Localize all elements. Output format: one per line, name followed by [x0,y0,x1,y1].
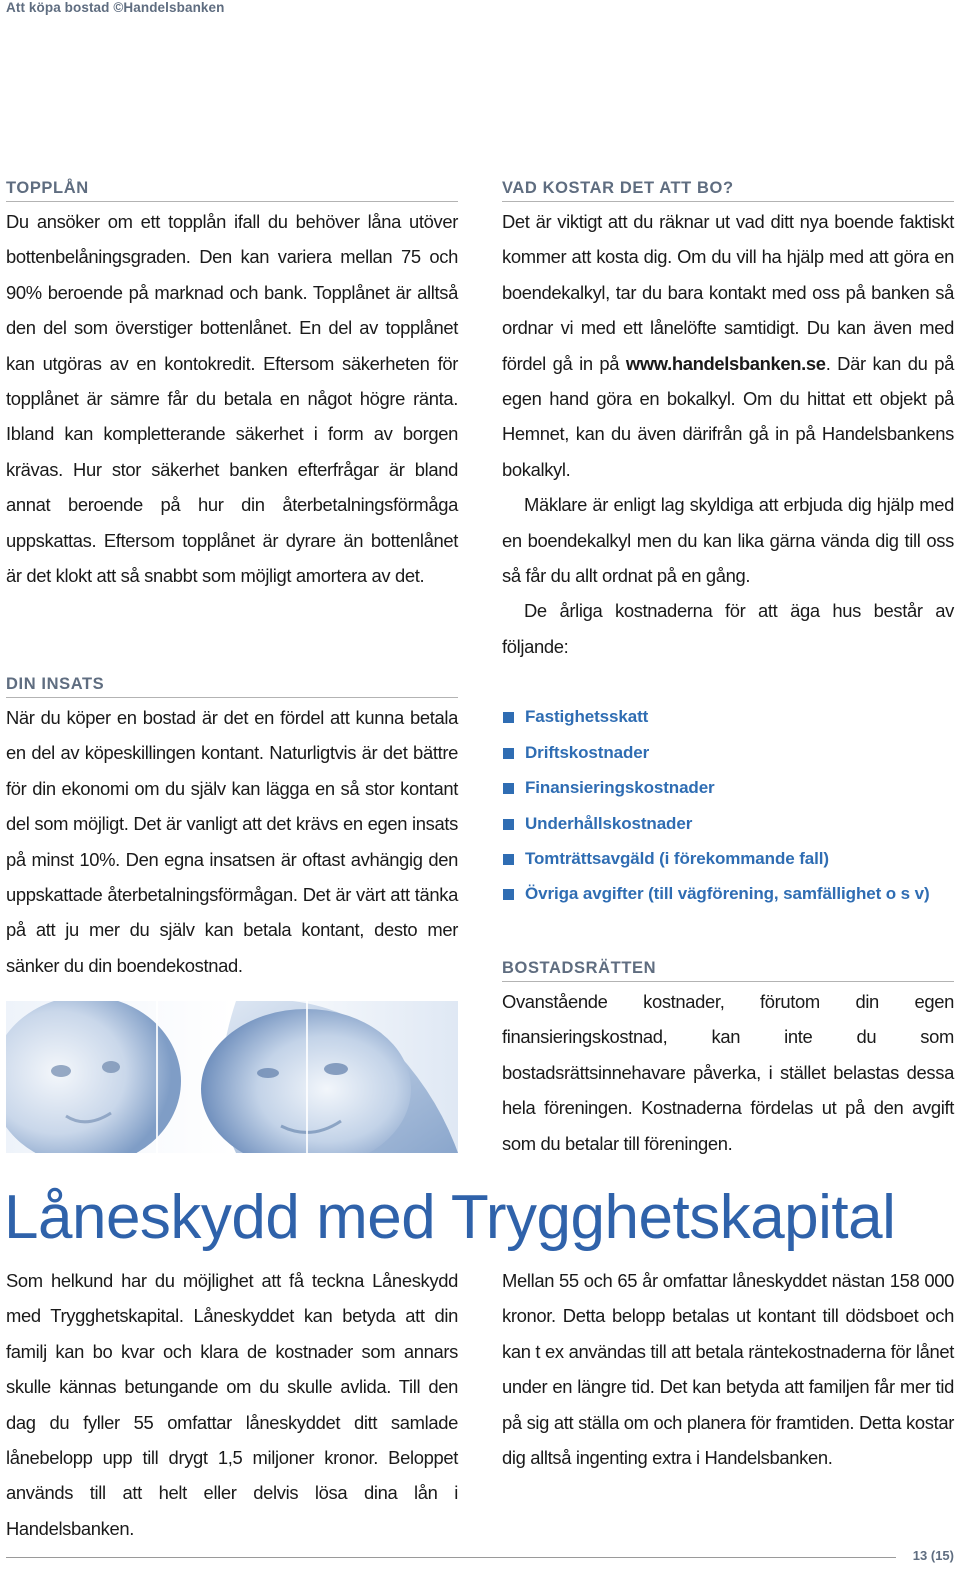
vad-kostar-p2: Mäklare är enligt lag skyldiga att erbjuda dig hjälp med en boendekalkyl men du kan lika gärna vända dig till oss så får du allt ordnat på en gång. [502,494,954,587]
bullet-square-icon [503,854,514,865]
bullet-label: Övriga avgifter (till vägförening, samfällighet o s v) [525,884,930,904]
heading-bostadsratten: BOSTADSRÄTTEN [502,955,954,982]
topplan-text: Du ansöker om ett topplån ifall du behöver låna utöver bottenbelåningsgraden. Den kan variera mellan 75 och 90% beroende på marknad och bank. Topplånet är alltså den del som överstiger bottenlånet. En del av topplånet kan utgöras av en kontokredit. Eftersom säkerheten för topplånet är sämre får du betala en något högre ränta. Ibland kan kompletterande säkerhet i form av borgen krävas. Hur stor säkerhet banken efterfrågar är bland annat beroende på hur din återbetalningsförmåga uppskattas. Eftersom topplånet är dyrare än bottenlånet är det klokt att så snabbt som möjligt amortera av det. [6,211,458,587]
laneskydd-left-text: Som helkund har du möjlighet att få teckna Låneskydd med Trygghetskapital. Låneskyddet kan betyda att din familj kan bo kvar och klara de kostnader som annars skulle kännas betungande om du skulle avlida. Till den dag du fyller 55 omfattar låneskyddet ditt samlade lånebelopp upp till drygt 1,5 miljoner kronor. Beloppet används till att helt eller delvis lösa dina lån i Handelsbanken. [6,1270,458,1539]
handelsbanken-link[interactable]: www.handelsbanken.se [625,352,826,374]
bullet-item [502,806,954,841]
family-photo [6,1001,458,1153]
heading-topplan: TOPPLÅN [6,175,458,202]
bullet-square-icon [503,783,514,794]
bullet-label: Driftskostnader [525,742,650,762]
vad-kostar-p3: De årliga kostnaderna för att äga hus består av följande: [502,600,954,657]
bullet-label: Fastighetsskatt [525,707,649,727]
bullet-square-icon [503,819,514,830]
bullet-item [502,770,954,805]
bullet-square-icon [503,889,514,900]
section-bostadsratten [502,955,954,1161]
bullet-label: Underhållskostnader [525,813,693,833]
page-number: 13 (15) [907,1548,954,1563]
bullet-label: Finansieringskostnader [525,778,715,798]
section-topplan [6,175,458,593]
laneskydd-right [502,1263,954,1475]
bullet-label: Tomträttsavgäld (i förekommande fall) [525,848,829,868]
bullet-square-icon [503,712,514,723]
vad-kostar-p1-start: Det är viktigt att du räknar ut vad ditt nya boende faktiskt kommer att kosta dig. Om du vill ha hjälp med att göra en boendekalkyl, tar du bara kontakt med oss på banken så ordnar vi med ett lånelöfte samtidigt. Du kan även med fördel gå in på [502,211,954,374]
din-insats-text: När du köper en bostad är det en fördel att kunna betala en del av köpeskillingen kontant. Naturligtvis är det bättre för din ekonomi om du själv kan lägga en så stor kontant del som möjligt. Det är vanligt att det krävs en egen insats på minst 10%. Den egna insatsen är oftast avhängig den uppskattade återbetalningsförmågan. Det är värt att tänka på att ju mer du själv kan betala kontant, desto mer sänker du din boendekostnad. [6,707,458,976]
laneskydd-title: Låneskydd med Trygghetskapital [4,1183,896,1252]
cost-bullet-list [502,699,954,911]
heading-din-insats: DIN INSATS [6,671,458,698]
laneskydd-right-text: Mellan 55 och 65 år omfattar låneskyddet nästan 158 000 kronor. Detta belopp betalas ut kontant till dödsboet och kan t ex användas till att betala räntekostnaderna för lånet under en längre tid. Det kan betyda att familjen får mer tid på sig att ställa om och planera för framtiden. Detta kostar dig alltså ingenting extra i Handelsbanken. [502,1270,954,1469]
section-din-insats [6,671,458,983]
bullet-item [502,735,954,770]
bullet-item [502,876,954,911]
bullet-item [502,841,954,876]
vad-kostar-p1-end: . Där kan du på egen hand göra en bokalkyl. Om du hittat ett objekt på Hemnet, kan du även därifrån gå in på Handelsbankens bokalkyl. [502,352,954,480]
vad-kostar-p1 [502,204,954,487]
section-vad-kostar [502,175,954,912]
footer-divider [6,1557,896,1558]
family-photo-illustration [6,1001,458,1153]
laneskydd-left [6,1263,458,1546]
heading-vad-kostar: VAD KOSTAR DET ATT BO? [502,175,954,202]
running-header: Att köpa bostad ©Handelsbanken [6,0,225,15]
bostadsratten-text: Ovanstående kostnader, förutom din egen finansieringskostnad, kan inte du som bostadsrättsinnehavare påverka, i stället belastas dessa hela föreningen. Kostnaderna fördelas ut på den avgift som du betalar till föreningen. [502,991,954,1154]
bullet-item [502,699,954,734]
bullet-square-icon [503,748,514,759]
